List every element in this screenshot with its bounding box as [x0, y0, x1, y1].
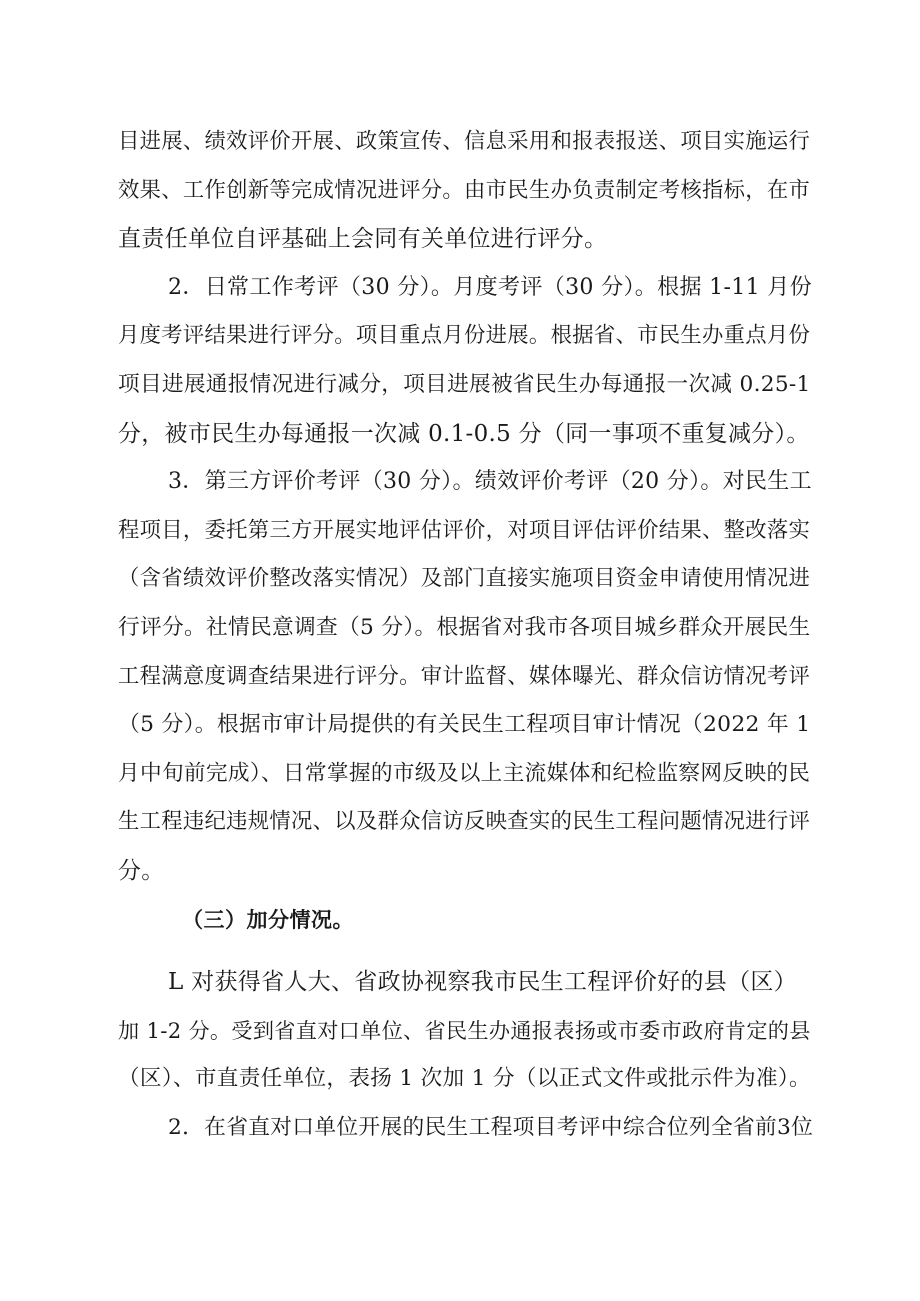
text-line: 加 1-2 分。受到省直对口单位、省民生办通报表扬或市委市政府肯定的县: [118, 1017, 811, 1043]
paragraph-1-continued: [118, 118, 811, 264]
paragraph-third-party-evaluation: [118, 458, 812, 895]
text-line: 项目进展通报情况进行减分，项目进展被省民生办每通报一次减 0.25-1: [118, 371, 811, 397]
text-line: 效果、工作创新等完成情况进评分。由市民生办负责制定考核指标，在市: [118, 177, 811, 203]
text-line: 月度考评结果进行评分。项目重点月份进展。根据省、市民生办重点月份: [118, 323, 811, 349]
paragraph-bonus-2: [118, 1104, 814, 1153]
text-line: （含省绩效评价整改落实情况）及部门直接实施项目资金申请使用情况进: [118, 566, 811, 592]
text-line: 目进展、绩效评价开展、政策宣传、信息采用和报表报送、项目实施运行: [118, 129, 811, 154]
paragraph-bonus-1: [118, 958, 811, 1104]
text-line: 程项目，委托第三方开展实地评估评价，对项目评估评价结果、整改落实: [118, 517, 811, 543]
spacer: [118, 944, 808, 958]
text-line: 2．日常工作考评（30 分）。月度考评（30 分）。根据 1-11 月份: [168, 274, 812, 300]
text-line: 直责任单位自评基础上会同有关单位进行评分。: [118, 226, 608, 253]
text-line: 3．第三方评价考评（30 分）。绩效评价考评（20 分）。对民生工: [168, 469, 812, 495]
text-line: 行评分。社情民意调查（5 分）。根据省对我市各项目城乡群众开展民生: [118, 614, 811, 640]
text-line: （区）、市直责任单位，表扬 1 次加 1 分（以正式文件或批示件为准）。: [118, 1066, 811, 1092]
section-heading: （三）加分情况。: [182, 907, 354, 932]
text-line: 工程满意度调查结果进行评分。审计监督、媒体曝光、群众信访情况考评: [118, 663, 811, 689]
text-line: 分，被市民生办每通报一次减 0.1-0.5 分（同一事项不重复减分）。: [118, 420, 810, 447]
section-heading-bonus: [118, 896, 808, 945]
document-body: [118, 118, 814, 1152]
text-line: 月中旬前完成）、日常掌握的市级及以上主流媒体和纪检监察网反映的民: [118, 760, 811, 786]
paragraph-daily-work-evaluation: [118, 264, 812, 458]
text-line: 生工程违纪违规情况、以及群众信访反映查实的民生工程问题情况进行评: [118, 809, 811, 835]
text-line: 2．在省直对口单位开展的民生工程项目考评中综合位列全省前3位: [168, 1114, 814, 1140]
text-line: 分。: [118, 857, 165, 884]
text-line: L 对获得省人大、省政协视察我市民生工程评价好的县（区）: [168, 969, 797, 996]
text-line: （5 分）。根据市审计局提供的有关民生工程项目审计情况（2022 年 1: [118, 712, 811, 738]
